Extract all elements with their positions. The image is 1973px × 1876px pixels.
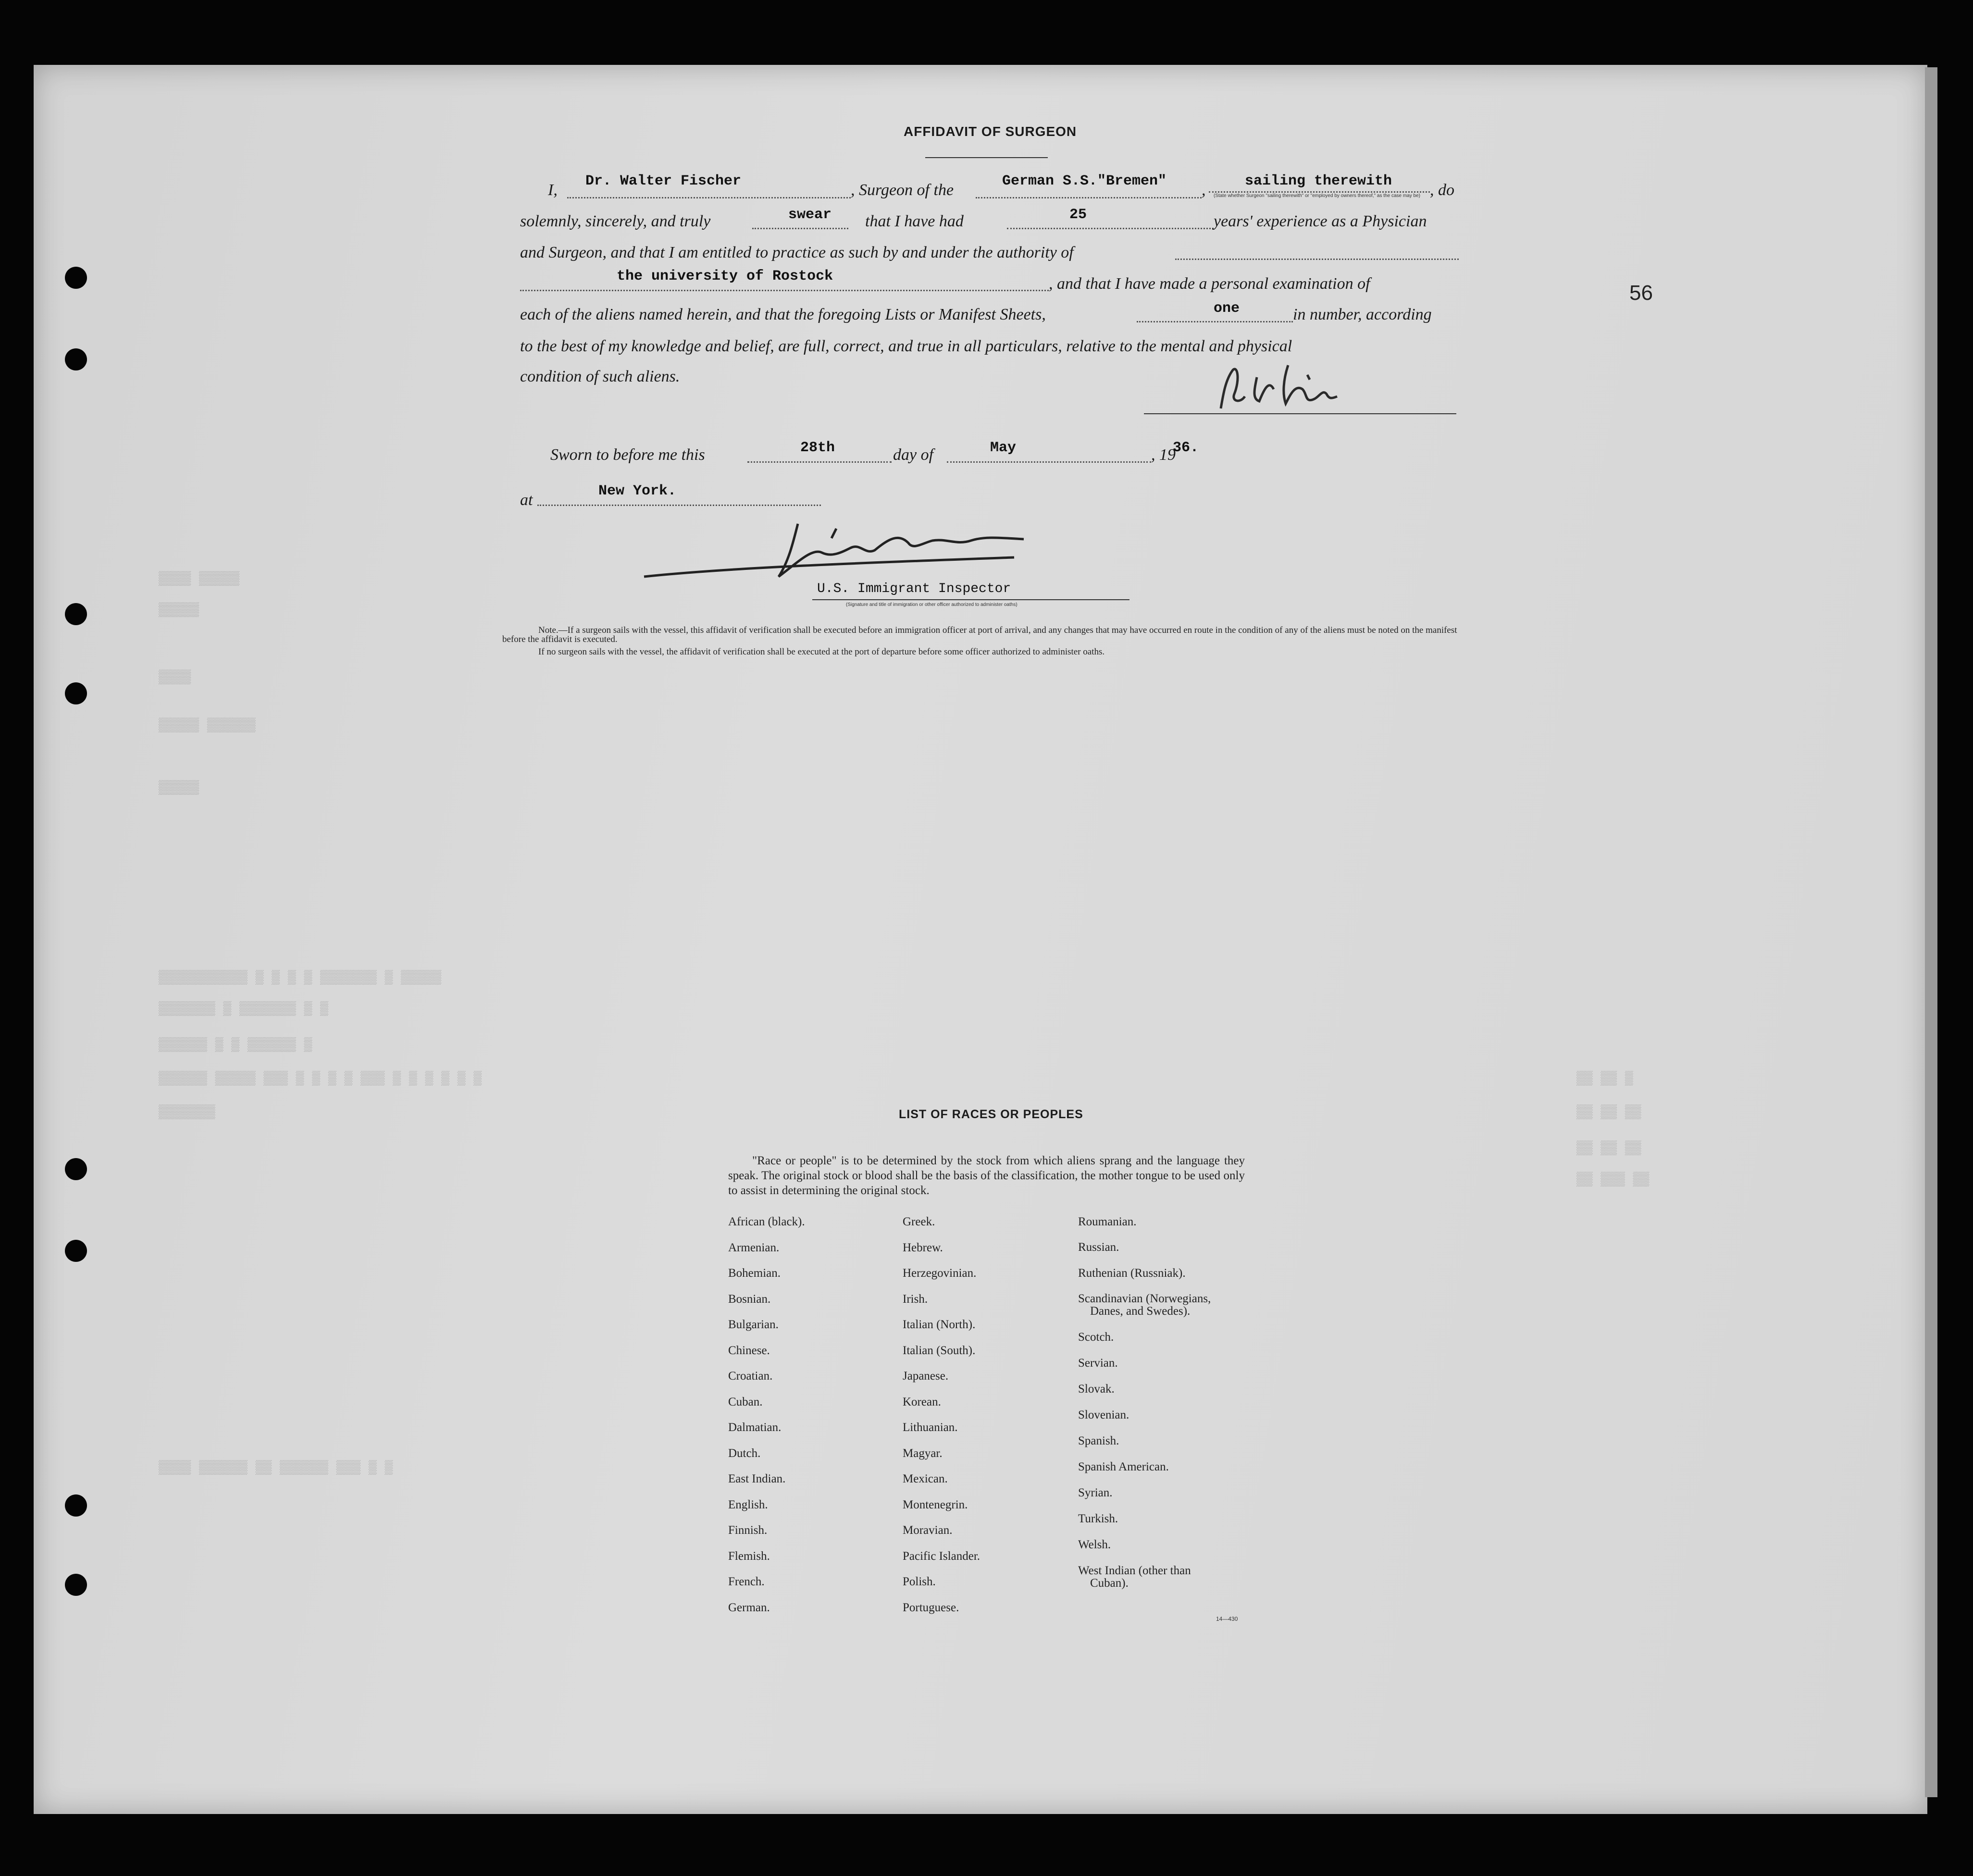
bleed-through-marks: ▒▒ ▒▒ ▒▒ [1576,1105,1641,1120]
race-item: Dutch. [728,1446,761,1460]
races-intro: "Race or people" is to be determined by the stock from which aliens sprang and the language they speak. The original stock or blood shall be the basis of the classification, the mother tongue to be used only to assist in determining the original stock. [728,1154,1245,1197]
race-item: Spanish American. [1078,1460,1169,1473]
race-item: Cuban. [728,1395,763,1408]
title-rule [925,157,1048,158]
race-item: Bohemian. [728,1267,781,1280]
race-item: African (black). [728,1215,805,1228]
page-number: 56 [1629,281,1653,305]
binder-hole [65,1240,87,1262]
sheets-line [1137,321,1293,322]
month-line [947,461,1151,463]
sworn-day: 28th [800,440,835,456]
race-item: Italian (North). [903,1318,976,1331]
race-item: Korean. [903,1395,941,1408]
years-line [1007,228,1214,229]
surgeon-name: Dr. Walter Fischer [585,173,742,189]
vessel-name: German S.S."Bremen" [1002,173,1167,189]
races-column-1 [728,1216,805,1627]
bleed-through-marks: ▒▒▒▒▒ ▒▒▒▒▒▒ [159,718,256,733]
note-surgeon-sails: Note.—If a surgeon sails with the vessel, this affidavit of verification shall be executed before an immigration officer at port of arrival, and any changes that may have occurred en route in the condition of any of the aliens must be noted on the manifest before the affidavit is executed. [502,625,1457,644]
solemnly-text: solemnly, sincerely, and truly [520,212,711,230]
bleed-through-marks: ▒▒▒▒▒▒▒ [159,1105,215,1120]
each-alien-text: each of the aliens named herein, and that the foregoing Lists or Manifest Sheets, [520,306,1046,323]
binder-hole [65,603,87,625]
bleed-through-marks: ▒▒▒▒ ▒▒▒▒▒ [159,572,240,587]
race-item: Lithuanian. [903,1421,958,1434]
condition-text: condition of such aliens. [520,368,680,385]
race-item: Italian (South). [903,1344,976,1357]
race-item: Scandinavian (Norwegians, [1078,1292,1211,1305]
bleed-through-marks: ▒▒ ▒▒ ▒▒ [1576,1141,1641,1156]
year-prefix: , 19 [1151,446,1176,464]
that-i-have-had: that I have had [865,212,964,230]
race-item: Croatian. [728,1370,773,1382]
in-number-text: in number, according [1293,306,1432,323]
surgeon-of-label: , Surgeon of the [851,181,954,199]
race-item: Japanese. [903,1370,949,1382]
sworn-text: Sworn to before me this [550,446,705,464]
race-item: Flemish. [728,1549,770,1563]
inspector-title: U.S. Immigrant Inspector [817,581,1011,596]
race-item: Portuguese. [903,1601,959,1614]
surgeon-signature-line [1144,413,1456,414]
race-item: Syrian. [1078,1486,1113,1499]
race-item: Danes, and Swedes). [1090,1305,1191,1318]
day-line [747,461,892,463]
day-of-text: day of [893,446,934,464]
race-item: Slovenian. [1078,1408,1129,1421]
authority-line-end [1175,259,1459,260]
race-item: Scotch. [1078,1331,1114,1344]
race-item: Spanish. [1078,1434,1119,1447]
race-item: Roumanian. [1078,1215,1137,1228]
race-item: Ruthenian (Russniak). [1078,1267,1186,1280]
binder-hole [65,1574,87,1596]
binder-hole [65,348,87,370]
sworn-month: May [990,440,1017,456]
race-item: Slovak. [1078,1382,1115,1395]
binder-hole [65,267,87,289]
sailing-status: sailing therewith [1245,173,1392,189]
do-label: , do [1430,181,1454,199]
i-prefix: I, [548,181,558,199]
form-number: 14—430 [1216,1616,1238,1622]
page-edge [1925,67,1937,1797]
race-item: Hebrew. [903,1241,943,1254]
binder-hole [65,1158,87,1180]
race-item: Russian. [1078,1241,1119,1254]
best-knowledge-text: to the best of my knowledge and belief, are full, correct, and true in all particulars, relative to the mental and physical [520,337,1292,355]
bleed-through-marks: ▒▒▒▒ ▒▒▒▒▒▒ ▒▒ ▒▒▒▒▒▒ ▒▒▒ ▒ ▒ [159,1461,393,1476]
bleed-through-marks: ▒▒▒▒▒▒▒▒▒▒▒ ▒ ▒ ▒ ▒ ▒▒▒▒▒▒▒ ▒ ▒▒▒▒▒ [159,971,442,986]
place-value: New York. [598,483,677,499]
race-item: Welsh. [1078,1538,1111,1551]
surgeon-name-line [567,197,851,198]
race-item: Greek. [903,1215,935,1228]
year-suffix: 36. [1173,440,1199,456]
bleed-through-marks: ▒▒▒▒▒ [159,781,199,796]
comma: , [1202,181,1206,199]
at-label: at [520,491,533,509]
race-item: Armenian. [728,1241,780,1254]
inspector-signature [639,509,1072,589]
race-item: English. [728,1498,768,1511]
race-item: Turkish. [1078,1512,1118,1525]
race-item: Chinese. [728,1344,770,1357]
bleed-through-marks: ▒▒▒▒▒▒ ▒ ▒ ▒▒▒▒▒▒ ▒ [159,1038,312,1053]
race-item: Dalmatian. [728,1421,782,1434]
race-item: Pacific Islander. [903,1549,980,1563]
race-item: French. [728,1575,765,1588]
race-item: Servian. [1078,1357,1118,1370]
binder-hole [65,1494,87,1517]
bleed-through-marks: ▒▒▒▒▒▒ ▒▒▒▒▒ ▒▒▒ ▒ ▒ ▒ ▒ ▒▒▒ ▒ ▒ ▒ ▒ ▒ ▒ [159,1072,482,1086]
bleed-through-marks: ▒▒▒▒▒▒▒ ▒ ▒▒▒▒▒▒▒ ▒ ▒ [159,1002,328,1017]
binder-hole [65,682,87,704]
document-sheet [34,65,1927,1814]
authority-value: the university of Rostock [617,268,833,284]
oath-line [752,228,848,229]
race-item: West Indian (other than [1078,1564,1191,1577]
race-item: Finnish. [728,1524,768,1537]
bleed-through-marks: ▒▒▒▒ [159,670,191,685]
sheets-count: one [1214,300,1240,317]
vessel-line [976,197,1202,198]
personal-exam-text: , and that I have made a personal examination of [1049,275,1370,293]
race-item: Cuban). [1090,1577,1129,1590]
race-item: Mexican. [903,1472,948,1485]
sailing-line [1209,191,1430,193]
bleed-through-marks: ▒▒▒▒▒ [159,603,199,618]
race-item: Montenegrin. [903,1498,968,1511]
oath-word: swear [788,207,832,223]
inspector-line [812,599,1129,600]
place-line [537,505,821,506]
race-item: Moravian. [903,1524,953,1537]
sailing-note: (State whether Surgeon "sailing therewith" or "employed by owners thereof," as the case may be) [1214,193,1420,198]
race-item: Bosnian. [728,1292,771,1306]
affidavit-title: AFFIDAVIT OF SURGEON [904,124,1077,139]
race-item: Herzegovinian. [903,1267,977,1280]
race-item: Irish. [903,1292,928,1306]
race-item: Polish. [903,1575,936,1588]
races-title: LIST OF RACES OR PEOPLES [899,1108,1083,1121]
note-no-surgeon: If no surgeon sails with the vessel, the affidavit of verification shall be executed at the port of departure before some officer authorized to administer oaths. [538,647,1105,657]
years-experience: years' experience as a Physician [1214,212,1427,230]
races-column-2 [903,1216,980,1627]
and-surgeon-text: and Surgeon, and that I am entitled to practice as such by and under the authority of [520,244,1074,261]
race-item: East Indian. [728,1472,786,1485]
authority-line [520,290,1049,291]
bleed-through-marks: ▒▒ ▒▒ ▒ [1576,1072,1633,1086]
bleed-through-marks: ▒▒ ▒▒▒ ▒▒ [1576,1172,1650,1187]
inspector-note: (Signature and title of immigration or other officer authorized to administer oaths) [846,602,1018,607]
race-item: Bulgarian. [728,1318,779,1331]
race-item: Magyar. [903,1446,943,1460]
race-item: German. [728,1601,770,1614]
years-value: 25 [1069,207,1087,223]
